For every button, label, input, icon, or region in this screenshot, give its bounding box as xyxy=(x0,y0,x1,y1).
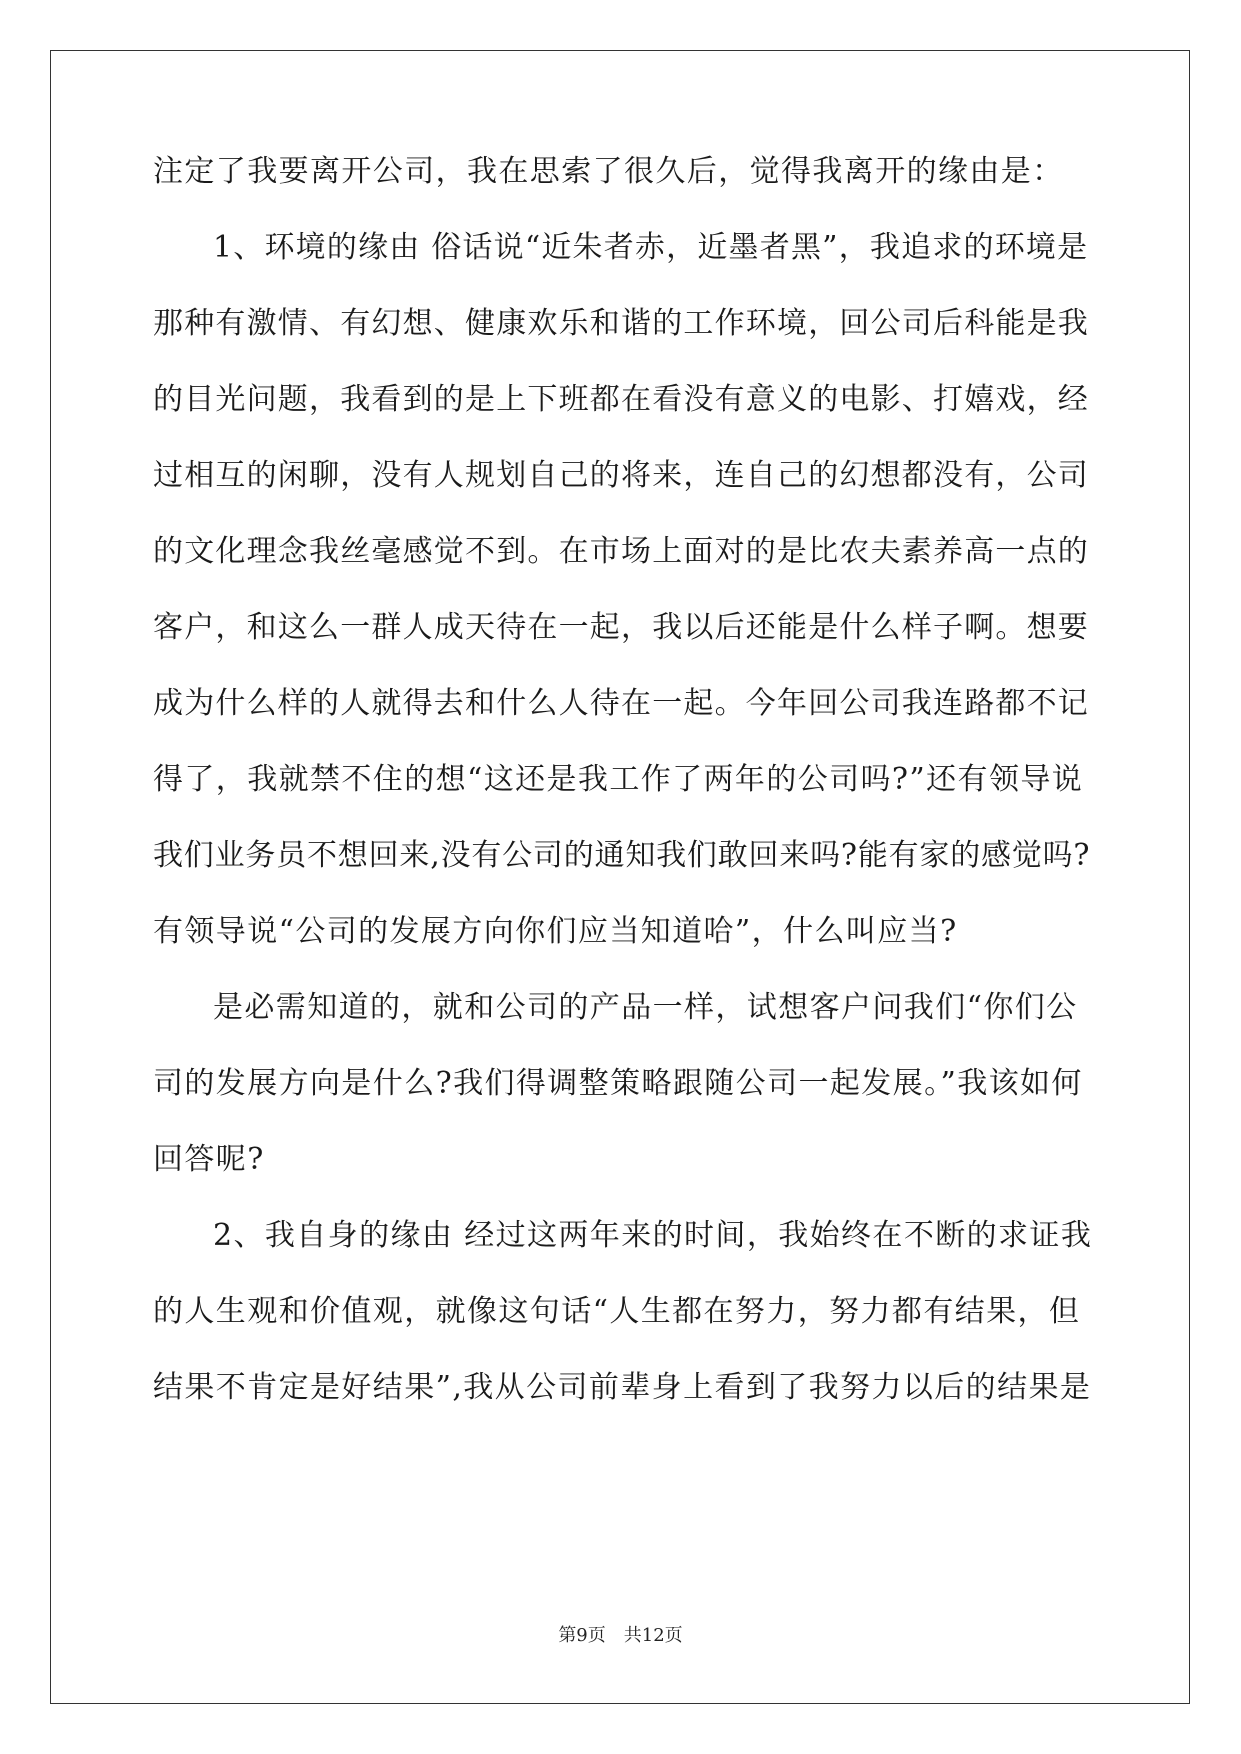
text-line: 有领导说“公司的发展方向你们应当知道哈”，什么叫应当? xyxy=(153,914,958,949)
text-line: 的目光问题，我看到的是上下班都在看没有意义的电影、打嬉戏，经 xyxy=(153,382,1089,417)
text-line: 回答呢? xyxy=(153,1142,265,1177)
text-line: 那种有激情、有幻想、健康欢乐和谐的工作环境，回公司后科能是我 xyxy=(153,306,1089,341)
text-line: 的人生观和价值观，就像这句话“人生都在努力，努力都有结果，但 xyxy=(153,1294,1081,1329)
page-border xyxy=(50,50,1190,1704)
text-line: 2、我自身的缘由 经过这两年来的时间，我始终在不断的求证我 xyxy=(213,1218,1093,1253)
page-footer xyxy=(0,1624,1241,1648)
page-number: 第9页 xyxy=(558,1625,606,1646)
text-line: 的文化理念我丝毫感觉不到。在市场上面对的是比农夫素养高一点的 xyxy=(153,534,1089,569)
text-line: 是必需知道的，就和公司的产品一样，试想客户问我们“你们公 xyxy=(213,990,1078,1025)
text-line: 得了，我就禁不住的想“这还是我工作了两年的公司吗?”还有领导说 xyxy=(153,762,1084,797)
text-line: 我们业务员不想回来,没有公司的通知我们敢回来吗?能有家的感觉吗? xyxy=(153,838,1091,873)
text-line: 司的发展方向是什么?我们得调整策略跟随公司一起发展。”我该如何 xyxy=(153,1066,1083,1101)
page-total: 共12页 xyxy=(623,1625,683,1646)
text-line: 过相互的闲聊，没有人规划自己的将来，连自己的幻想都没有，公司 xyxy=(153,458,1089,493)
text-line: 成为什么样的人就得去和什么人待在一起。今年回公司我连路都不记 xyxy=(153,686,1089,721)
text-line: 客户，和这么一群人成天待在一起，我以后还能是什么样子啊。想要 xyxy=(153,610,1089,645)
text-line: 注定了我要离开公司，我在思索了很久后，觉得我离开的缘由是： xyxy=(153,154,1064,189)
text-line: 结果不肯定是好结果”,我从公司前辈身上看到了我努力以后的结果是 xyxy=(153,1370,1092,1405)
text-line: 1、环境的缘由 俗话说“近朱者赤，近墨者黑”，我追求的环境是 xyxy=(213,230,1089,265)
